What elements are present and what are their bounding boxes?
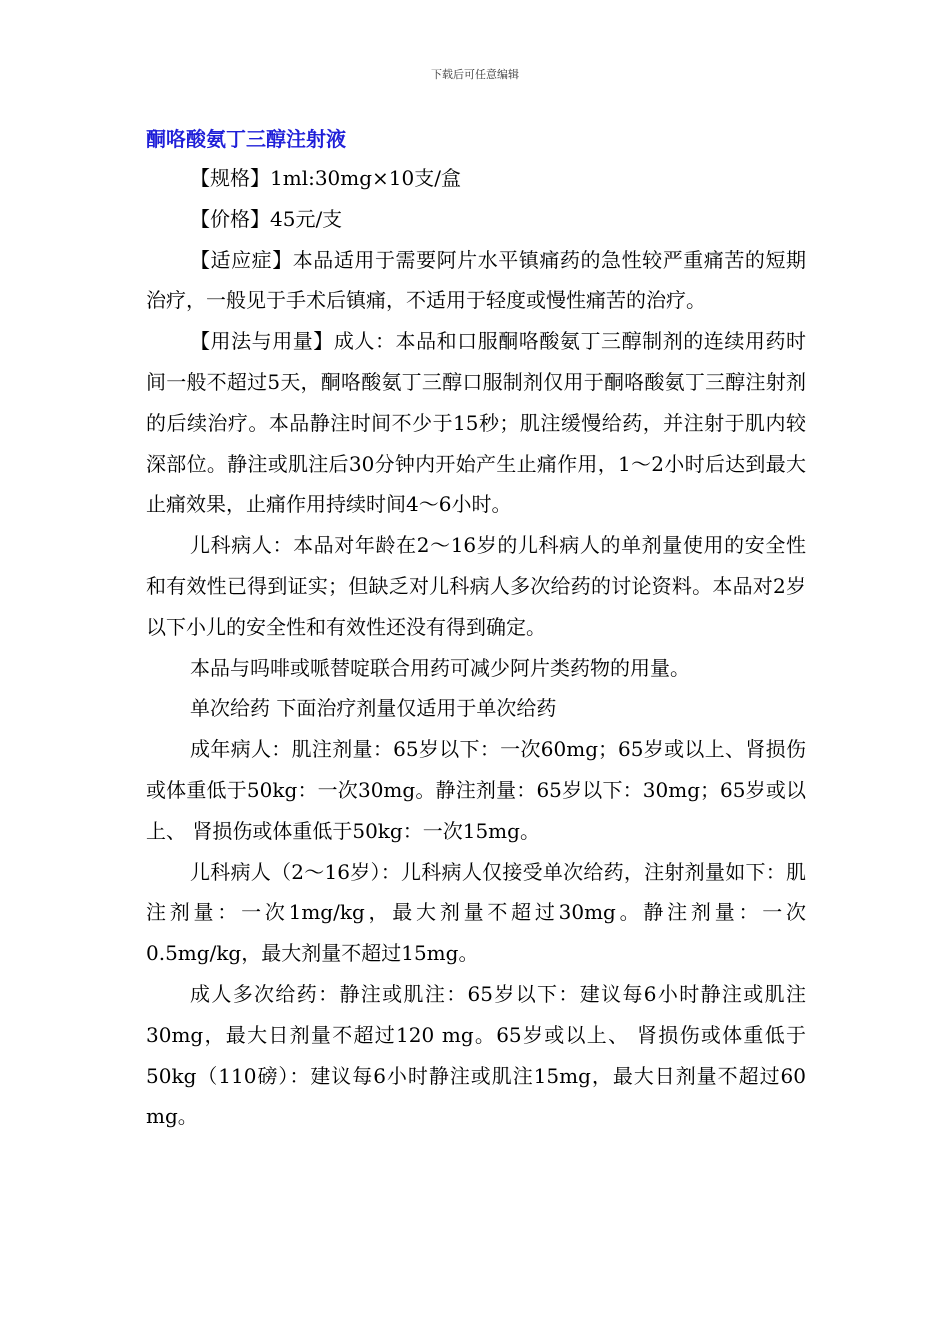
indication-paragraph: 【适应症】本品适用于需要阿片水平镇痛药的急性较严重痛苦的短期治疗，一般见于手术后镇痛，不适用于轻度或慢性痛苦的治疗。 xyxy=(146,247,806,313)
page-header-note: 下载后可任意编辑 xyxy=(431,68,519,81)
single-dose-heading: 单次给药 下面治疗剂量仅适用于单次给药 xyxy=(190,696,557,721)
spec-paragraph: 【规格】1ml:30mg×10支/盒 xyxy=(190,166,461,190)
document-body xyxy=(146,158,806,1137)
adult-multiple-dose-paragraph: 成人多次给药：静注或肌注：65岁以下：建议每6小时静注或肌注30mg，最大日剂量不超过120 mg。65岁或以上、 肾损伤或体重低于50kg（110磅）：建议每6小时静注或肌注15mg，最大日剂量不超过60 mg。 xyxy=(146,981,806,1129)
price-paragraph: 【价格】45元/支 xyxy=(190,206,343,231)
document-title: 酮咯酸氨丁三醇注射液 xyxy=(146,127,346,151)
combination-paragraph: 本品与吗啡或哌替啶联合用药可减少阿片类药物的用量。 xyxy=(190,655,690,680)
pediatric-single-dose-paragraph: 儿科病人（2～16岁）：儿科病人仅接受单次给药，注射剂量如下：肌注剂量：一次1mg/kg，最大剂量不超过30mg。静注剂量：一次0.5mg/kg，最大剂量不超过15mg。 xyxy=(146,859,806,966)
usage-dosage-paragraph: 【用法与用量】成人：本品和口服酮咯酸氨丁三醇制剂的连续用药时间一般不超过5天，酮咯酸氨丁三醇口服制剂仅用于酮咯酸氨丁三醇注射剂的后续治疗。本品静注时间不少于15秒；肌注缓慢给药，并注射于肌内较深部位。静注或肌注后30分钟内开始产生止痛作用，1～2小时后达到最大止痛效果，止痛作用持续时间4～6小时。 xyxy=(146,329,806,517)
adult-single-dose-paragraph: 成年病人：肌注剂量：65岁以下：一次60mg；65岁或以上、肾损伤或体重低于50kg：一次30mg。静注剂量：65岁以下：30mg；65岁或以上、 肾损伤或体重低于50kg：一次15mg。 xyxy=(146,737,806,843)
pediatric-paragraph: 儿科病人：本品对年龄在2～16岁的儿科病人的单剂量使用的安全性和有效性已得到证实；但缺乏对儿科病人多次给药的讨论资料。本品对2岁以下小儿的安全性和有效性还没有得到确定。 xyxy=(146,533,806,639)
